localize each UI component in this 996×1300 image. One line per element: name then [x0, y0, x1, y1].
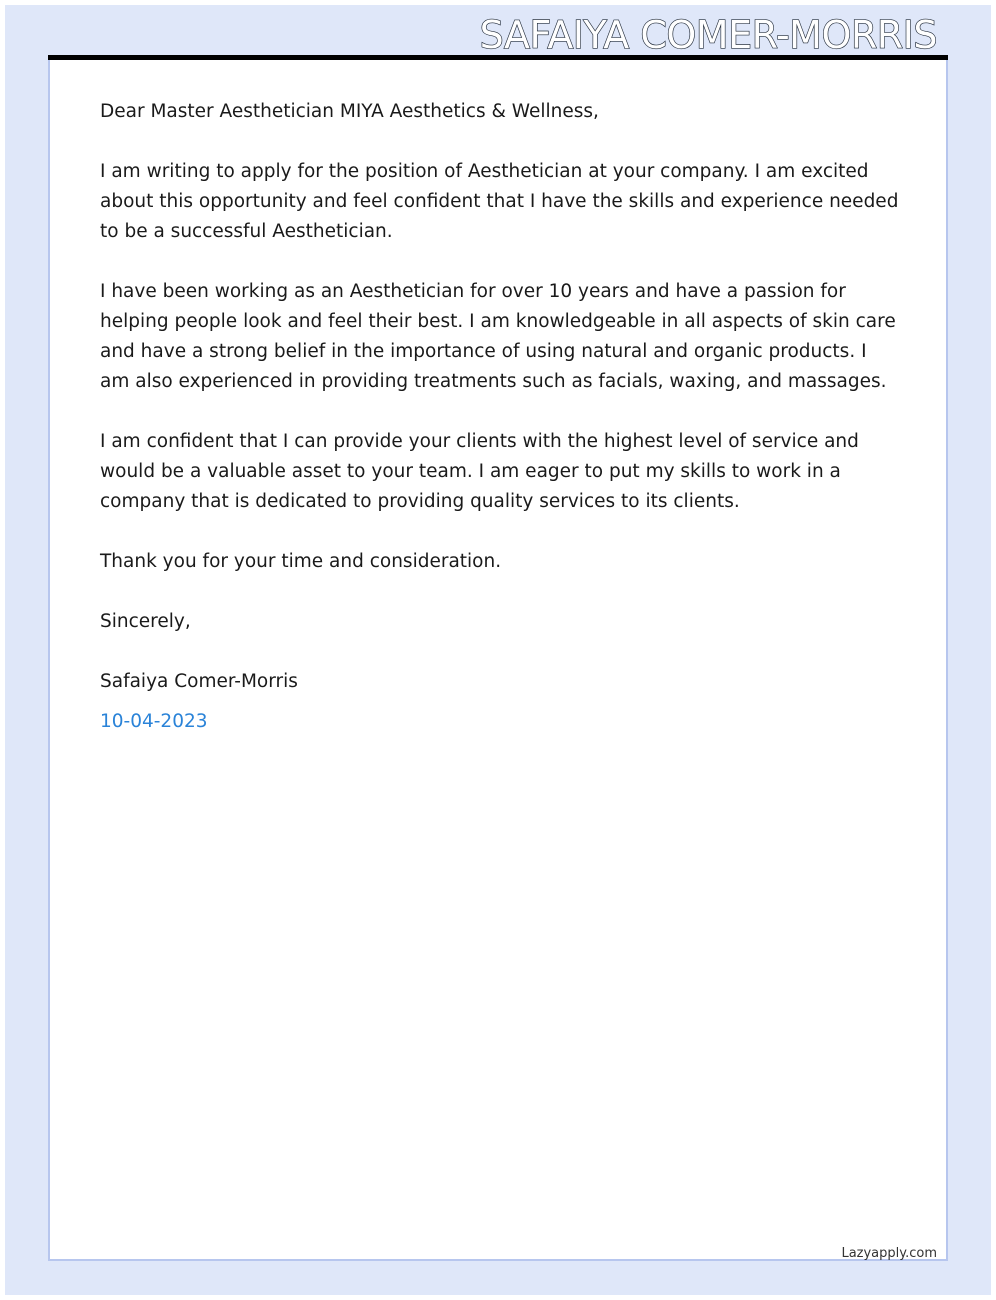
footer-watermark: Lazyapply.com	[841, 1246, 937, 1261]
closing: Sincerely,	[100, 611, 191, 632]
paragraph-intro: I am writing to apply for the position of Aesthetician at your company. I am excited about this opportunity and feel confident that I have the skills and experience needed to be a successful Aesthetician.	[100, 161, 899, 242]
letter-body	[100, 97, 900, 737]
paragraph-value: I am confident that I can provide your clients with the highest level of service and would be a valuable asset to your team. I am eager to put my skills to work in a company that is dedicated to providing quality services to its clients.	[100, 431, 859, 512]
paragraph-experience: I have been working as an Aesthetician for over 10 years and have a passion for helping people look and feel their best. I am knowledgeable in all aspects of skin care and have a strong belief in the importance of using natural and organic products. I am also experienced in providing treatments such as facials, waxing, and massages.	[100, 281, 896, 392]
signature: Safaiya Comer-Morris	[100, 671, 298, 692]
letter-date: 10-04-2023	[100, 711, 208, 732]
applicant-name-header: SAFAIYA COMER-MORRIS	[479, 13, 937, 57]
paragraph-thanks: Thank you for your time and consideration.	[100, 551, 502, 572]
salutation: Dear Master Aesthetician MIYA Aesthetics & Wellness,	[100, 101, 599, 122]
